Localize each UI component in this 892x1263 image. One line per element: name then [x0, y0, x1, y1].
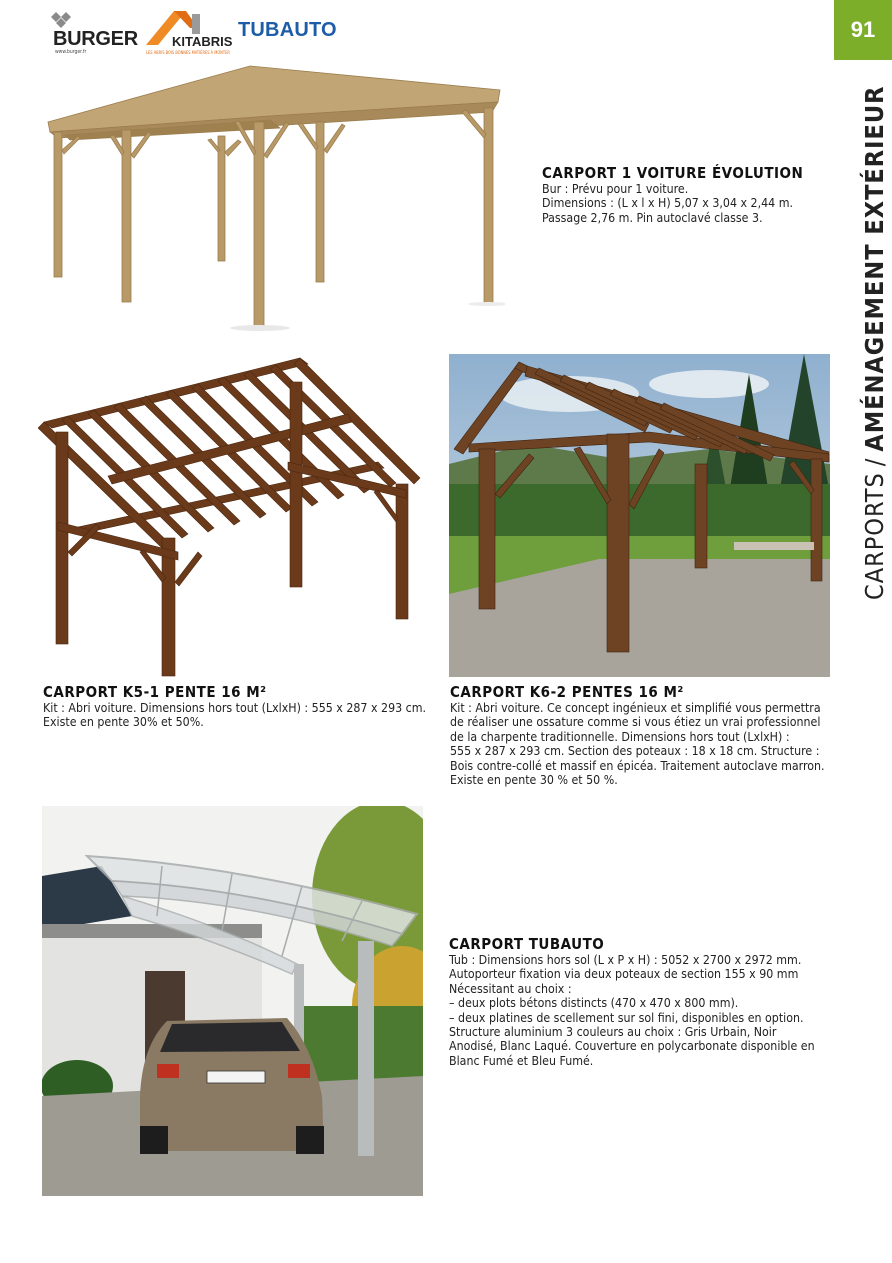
product-carport-tubauto — [449, 936, 833, 1068]
carport-k5-image — [38, 352, 426, 680]
side-title-separator: / — [860, 457, 889, 467]
tubauto-logo[interactable]: TUBAUTO — [238, 19, 337, 41]
carport-evolution-image — [30, 60, 505, 335]
carport-tubauto-image — [42, 806, 423, 1196]
side-section-title — [860, 86, 889, 600]
side-title-section: AMÉNAGEMENT EXTÉRIEUR — [860, 85, 889, 452]
product-carport-k5 — [43, 684, 433, 730]
burger-url: www.burger.fr — [55, 49, 87, 55]
kitabris-tagline: LES ABRIS BOIS BONNES MATIÈRES À MONTER — [146, 50, 230, 55]
burger-logo[interactable] — [46, 8, 146, 56]
product-title: CARPORT K5-1 PENTE 16 M² — [43, 683, 267, 701]
product-title: CARPORT TUBAUTO — [449, 935, 605, 953]
side-title-category: CARPORTS — [860, 472, 889, 600]
carport-k6-image — [449, 354, 830, 677]
product-carport-k6 — [450, 684, 834, 787]
brand-logos — [46, 8, 366, 58]
product-title: CARPORT 1 VOITURE ÉVOLUTION — [542, 164, 804, 182]
product-description: Kit : Abri voiture. Dimensions hors tout (LxlxH) : 555 x 287 x 293 cm. Existe en pente 30% et 50%. — [43, 701, 427, 730]
burger-diamond-icon — [48, 11, 74, 29]
product-description: Kit : Abri voiture. Ce concept ingénieux et simplifié vous permettra de réaliser une ossature comme si vous étiez un vrai professionnel de la charpente traditionnelle. Dimensions hors tout (LxlxH) : 555 x 287 x 293 cm. Section des poteaux : 18 x 18 cm. Structure : Bois contre-collé et massif en épicéa. Traitement autoclave marron. Existe en pente 30 % et 50 %. — [450, 701, 825, 788]
kitabris-wordmark: KITABRIS — [172, 34, 233, 49]
burger-wordmark: BURGER — [53, 28, 138, 50]
kitabris-logo[interactable] — [144, 8, 236, 56]
product-title: CARPORT K6-2 PENTES 16 M² — [450, 683, 684, 701]
page-number: 91 — [834, 0, 892, 60]
product-carport-evolution — [542, 165, 832, 225]
product-description: Bur : Prévu pour 1 voiture. Dimensions : (L x l x H) 5,07 x 3,04 x 2,44 m. Passage 2,76 m. Pin autoclavé classe 3. — [542, 182, 793, 225]
product-description: Tub : Dimensions hors sol (L x P x H) : 5052 x 2700 x 2972 mm. Autoporteur fixation via deux poteaux de section 155 x 90 mm Nécessitant au choix : – deux plots bétons distincts (470 x 470 x 800 mm). – deux platines de scellement sur sol fini, disponibles en option. Structure aluminium 3 couleurs au choix : Gris Urbain, Noir Anodisé, Blanc Laqué. Couverture en polycarbonate disponible en Blanc Fumé et Bleu Fumé. — [449, 953, 815, 1068]
